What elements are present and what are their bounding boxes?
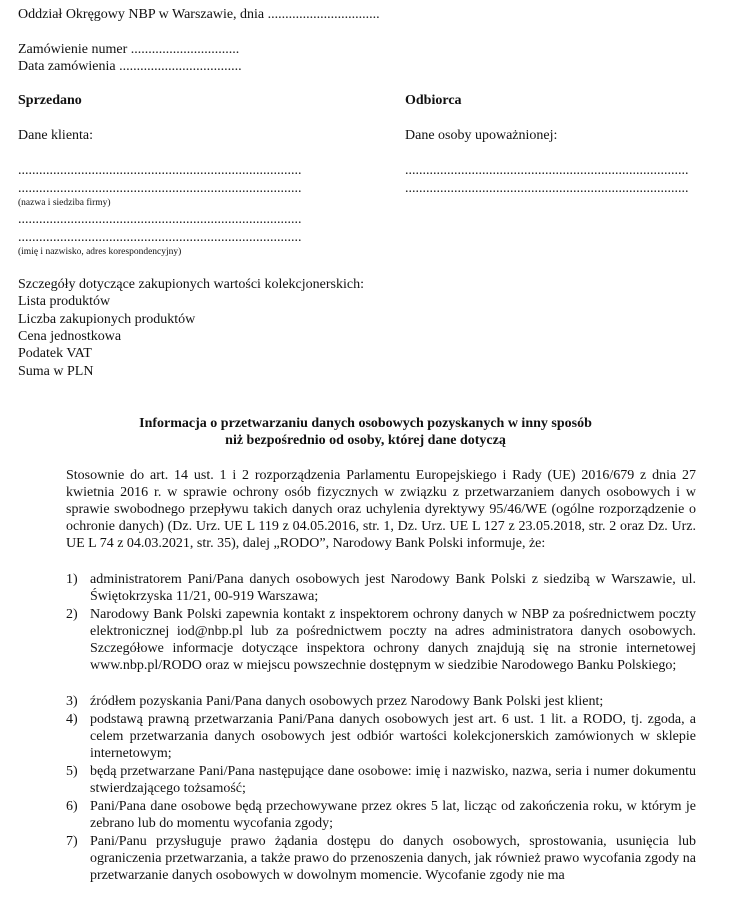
details-title: Szczegóły dotyczące zakupionych wartości kolekcjonerskich: [18, 277, 364, 292]
recipient-dots-line-2: ................................................................................. [405, 181, 689, 196]
details-item: Podatek VAT [18, 346, 92, 361]
person-name-note: (imię i nazwisko, adres korespondencyjny) [18, 247, 182, 257]
point-number: 2) [66, 607, 78, 622]
point-text: podstawą prawną przetwarzania Pani/Pana danych osobowych jest art. 6 ust. 1 lit. a RODO, tj. zgoda, a celem przetwarzania danych osobowych jest odbiór wartości kolekcjonerskich zamówionych w sklepie internetowym; [90, 712, 696, 761]
point-text: administratorem Pani/Pana danych osobowych jest Narodowy Bank Polski z siedzibą w Warszawie, ul. Świętokrzyska 11/21, 00-919 Warszawa; [90, 572, 696, 604]
client-dots-line-3: ................................................................................. [18, 212, 302, 227]
info-intro-paragraph: Stosownie do art. 14 ust. 1 i 2 rozporządzenia Parlamentu Europejskiego i Rady (UE) 2016/679 z dnia 27 kwietnia 2016 r. w sprawie ochrony osób fizycznych w związku z przetwarzaniem danych osobowych i w sprawie swobodnego przepływu takich danych oraz uchylenia dyrektywy 95/46/WE (ogólne rozporządzenie o ochronie danych) (Dz. Urz. UE L 119 z 04.05.2016, str. 1, Dz. Urz. UE L 127 z 23.05.2018, str. 2 oraz Dz. Urz. UE L 74 z 04.03.2021, str. 35), dalej „RODO”, Narodowy Bank Polski informuje, że: [66, 468, 696, 551]
details-item: Suma w PLN [18, 364, 94, 379]
point-number: 7) [66, 834, 78, 849]
point-number: 4) [66, 712, 78, 727]
order-date-line: Data zamówienia ................................... [18, 59, 242, 74]
info-title-line-2: niż bezpośrednio od osoby, której dane dotyczą [225, 433, 506, 448]
point-text: źródłem pozyskania Pani/Pana danych osobowych przez Narodowy Bank Polski jest klient; [90, 694, 604, 709]
client-dots-line-2: ................................................................................. [18, 181, 302, 196]
point-number: 5) [66, 764, 78, 779]
point-text: Pani/Pana dane osobowe będą przechowywane przez okres 5 lat, licząc od zakończenia roku, w którym je zebrano lub do momentu wycofania zgody; [90, 799, 696, 831]
point-text: Pani/Panu przysługuje prawo żądania dostępu do danych osobowych, sprostowania, usunięcia lub ograniczenia przetwarzania, a także prawo do przenoszenia danych, jak również prawo wycofania zgody na przetwarzanie danych osobowych w dowolnym momencie. Wycofanie zgody nie ma [90, 834, 696, 883]
authorized-person-label: Dane osoby upoważnionej: [405, 128, 558, 143]
client-dots-line-4: ................................................................................. [18, 230, 302, 245]
order-number-line: Zamówienie numer ............................... [18, 42, 240, 57]
details-item: Lista produktów [18, 294, 111, 309]
client-dots-line-1: ................................................................................. [18, 163, 302, 178]
info-title-line-1: Informacja o przetwarzaniu danych osobowych pozyskanych w inny sposób [139, 416, 592, 431]
branch-date-line: Oddział Okręgowy NBP w Warszawie, dnia ................................ [18, 7, 380, 22]
recipient-dots-line-1: ................................................................................. [405, 163, 689, 178]
point-number: 3) [66, 694, 78, 709]
details-item: Liczba zakupionych produktów [18, 312, 196, 327]
point-text: Narodowy Bank Polski zapewnia kontakt z inspektorem ochrony danych w NBP za pośrednictwem poczty elektronicznej iod@nbp.pl lub za pośrednictwem poczty na adres administratora danych osobowych. Szczegółowe informacje dotyczące inspektora ochrony danych znajdują się na stronie internetowej www.nbp.pl/RODO oraz w miejscu powszechnie dostępnym w siedzibie Narodowego Banku Polskiego; [90, 607, 696, 673]
point-number: 1) [66, 572, 78, 587]
firm-name-note: (nazwa i siedziba firmy) [18, 198, 111, 208]
details-item: Cena jednostkowa [18, 329, 122, 344]
point-number: 6) [66, 799, 78, 814]
sold-heading: Sprzedano [18, 93, 82, 108]
recipient-heading: Odbiorca [405, 93, 462, 108]
client-data-label: Dane klienta: [18, 128, 94, 143]
point-text: będą przetwarzane Pani/Pana następujące dane osobowe: imię i nazwisko, nazwa, seria i numer dokumentu stwierdzającego tożsamość; [90, 764, 696, 796]
